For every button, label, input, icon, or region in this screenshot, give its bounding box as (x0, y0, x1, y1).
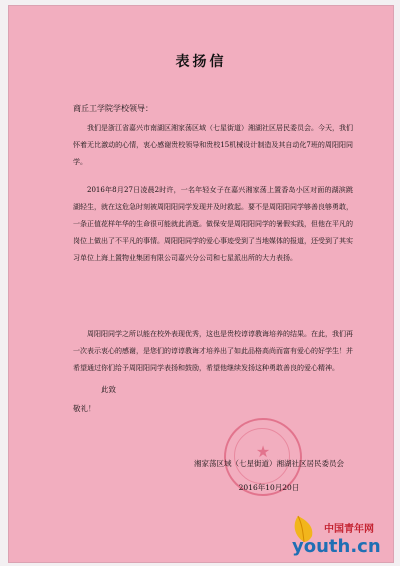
letter-paragraph: 我们是浙江省嘉兴市南湖区湘家荡区域（七星街道）湘湖社区居民委员会。今天，我们怀着无比激动的心情，衷心感谢贵校领导和贵校15机械设计制造及其自动化7班的周阳阳同学。 (73, 124, 353, 166)
watermark-cn-text: 中国青年网 (324, 524, 374, 535)
letter-date: 2016年10月20日 (238, 483, 300, 492)
letter-sheet (8, 5, 394, 563)
letter-closing-line1: 此致 (101, 385, 116, 394)
seal-star-icon: ★ (255, 442, 271, 461)
letter-paragraph: 2016年8月27日凌晨2时许，一名年轻女子在嘉兴湘家荡上置香岛小区对面的湖滨跳湖轻生，就在这危急时刻被周阳阳同学发现并及时救起。要不是周阳阳同学够善良够勇敢，一条正值花样年华的生命很可能就此消逝。做保安是周阳阳同学的暑假实践，但他在平凡的岗位上做出了不平凡的事情。周阳阳同学的爱心事迹受到了当地媒体的报道，还受到了其实习单位上海上置物业集团有限公司嘉兴分公司和七星派出所的大力表扬。 (73, 186, 353, 262)
letter-salutation: 商丘工学院学校领导： (73, 104, 153, 113)
letter-closing-line2: 敬礼！ (73, 404, 96, 413)
watermark-en-text: youth.cn (292, 536, 381, 557)
letter-paragraph: 周阳阳同学之所以能在校外表现优秀，这也是贵校谆谆教诲培养的结果。在此，我们再一次表示衷心的感谢，是您们的谆谆教诲才培养出了如此品格高尚而富有爱心的好学生！并希望通过你们给予周阳阳同学表扬和鼓励，希望他继续发扬这种勇敢善良的爱心精神。 (73, 330, 353, 372)
letter-signer: 湘家荡区域（七星街道）湘湖社区居民委员会 (194, 459, 344, 468)
letter-title: 表扬信 (175, 54, 227, 70)
youth-cn-watermark (284, 514, 394, 560)
